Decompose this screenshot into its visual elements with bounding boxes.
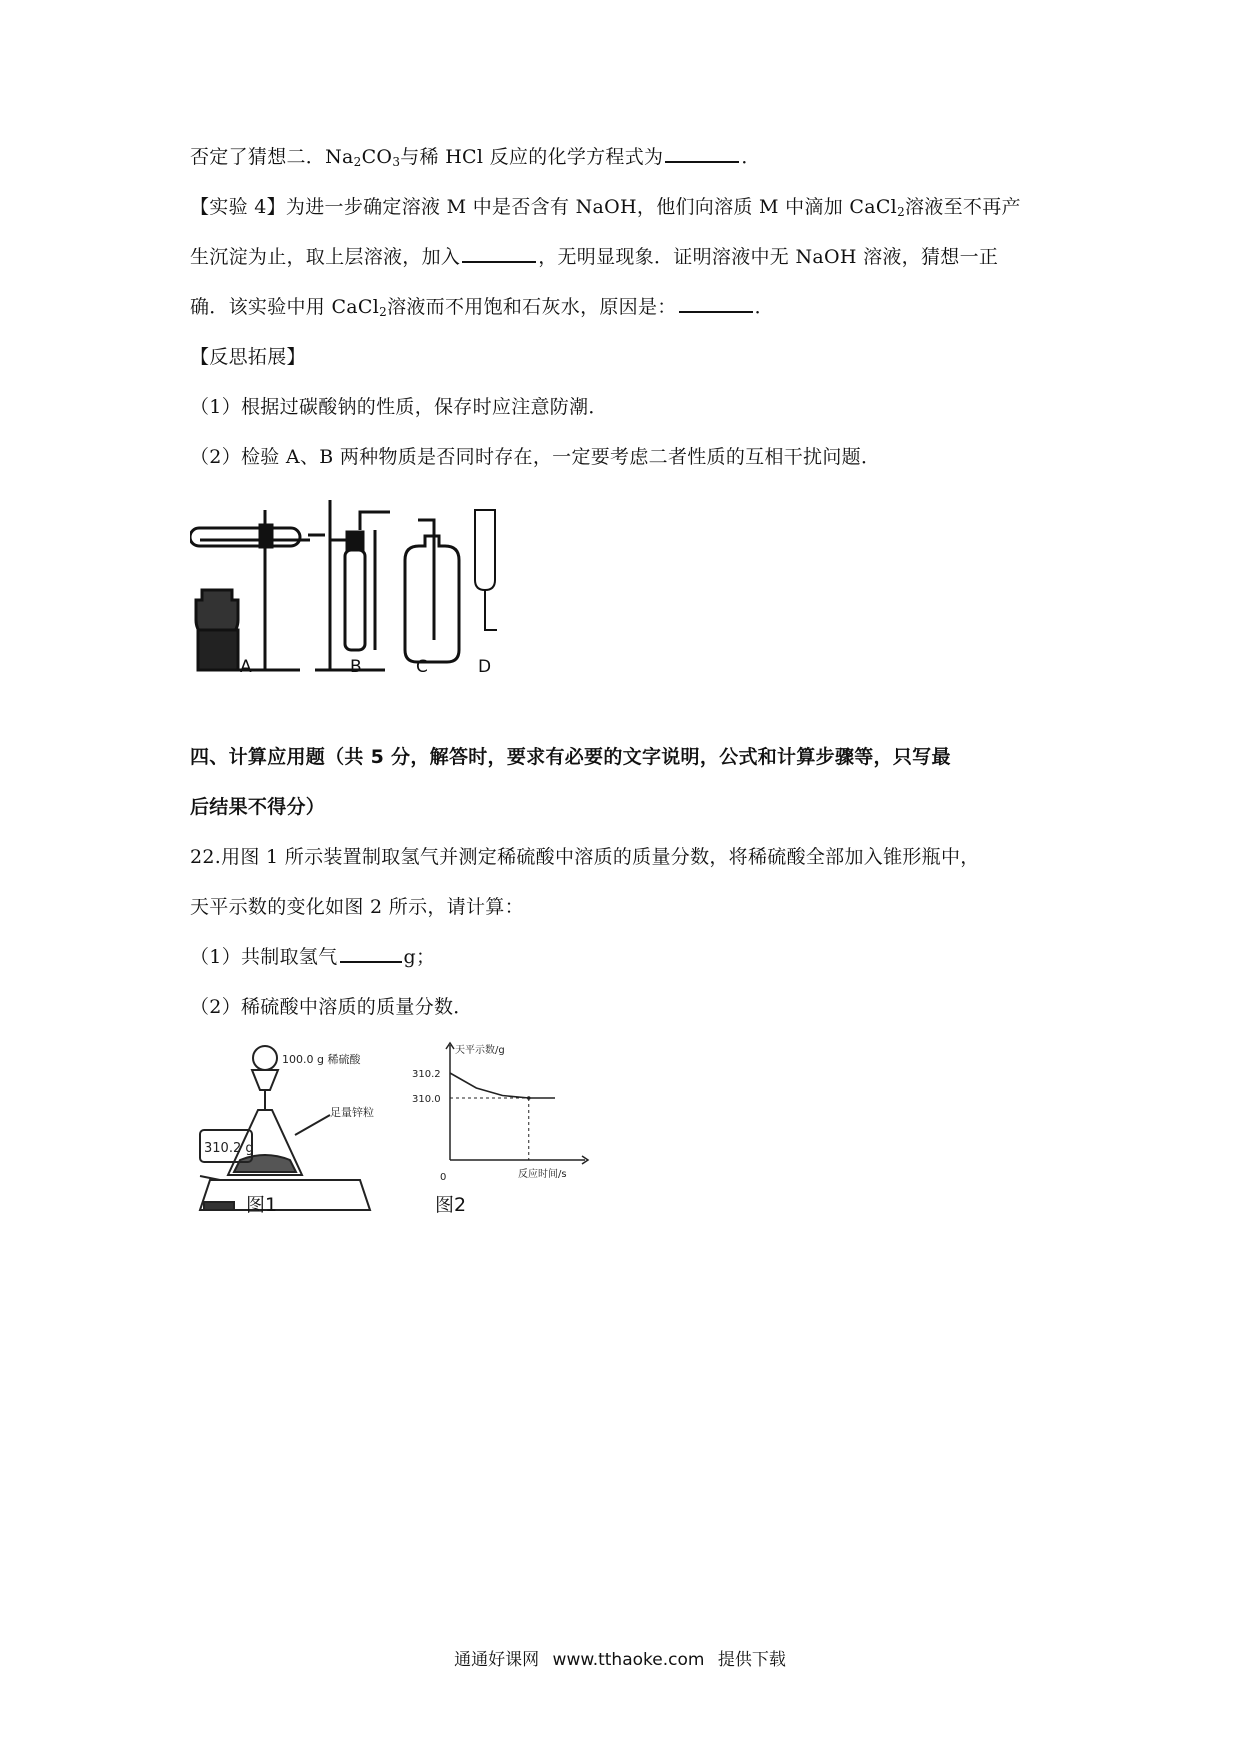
line3-pre: 生沉淀为止，取上层溶液，加入 bbox=[190, 246, 461, 268]
acid-label: 100.0 g 稀硫酸 bbox=[282, 1053, 361, 1066]
footer-suffix: 提供下载 bbox=[717, 1650, 786, 1670]
figure1 bbox=[190, 1040, 410, 1220]
apparatus-figure bbox=[190, 490, 570, 690]
series-line bbox=[450, 1073, 555, 1098]
figure2-tick-low: 310.0 bbox=[412, 1094, 441, 1105]
line1-post: 与稀 HCl 反应的化学方程式为 bbox=[400, 146, 664, 168]
line2-pre: 【实验 4】为进一步确定溶液 M 中是否含有 NaOH，他们向溶质 M 中滴加 CaCl bbox=[190, 196, 898, 218]
apparatus-b bbox=[315, 500, 390, 670]
line3-post: ，无明显现象．证明溶液中无 NaOH 溶液，猜想一正 bbox=[538, 246, 999, 268]
figure2 bbox=[400, 1035, 600, 1216]
figure2-tick-high: 310.2 bbox=[412, 1069, 441, 1080]
line2-post: 溶液至不再产 bbox=[905, 196, 1021, 218]
q22-line1: 22.用图 1 所示装置制取氢气并测定稀硫酸中溶质的质量分数，将稀硫酸全部加入锥形瓶中， bbox=[190, 846, 980, 868]
page-footer bbox=[0, 1645, 1240, 1670]
footer-site-name: 通通好课网 bbox=[454, 1650, 540, 1670]
apparatus-d bbox=[475, 510, 497, 630]
zinc-label: 足量锌粒 bbox=[330, 1106, 374, 1119]
line4-pre: 确．该实验中用 CaCl bbox=[190, 296, 380, 318]
section-heading-reflection: 【反思拓展】 bbox=[190, 346, 306, 368]
q22-line3-pre: （1）共制取氢气 bbox=[190, 946, 338, 968]
label-c: C bbox=[416, 657, 428, 677]
text-line-6: （1）根据过碳酸钠的性质，保存时应注意防潮． bbox=[190, 396, 608, 418]
balance-reading: 310.2 g bbox=[204, 1141, 254, 1156]
figure2-xlabel: 反应时间/s bbox=[518, 1169, 567, 1180]
label-a: A bbox=[240, 657, 252, 677]
line2-sub: 2 bbox=[897, 205, 905, 219]
answer-blank bbox=[665, 143, 739, 163]
answer-blank bbox=[679, 293, 753, 313]
section4-heading-line1: 四、计算应用题（共 5 分，解答时，要求有必要的文字说明，公式和计算步骤等，只写最 bbox=[190, 746, 951, 768]
apparatus-c bbox=[405, 520, 459, 662]
figure2-caption: 图2 bbox=[435, 1194, 467, 1216]
figure2-ylabel: 天平示数/g bbox=[455, 1045, 505, 1056]
figure1-caption: 图1 bbox=[246, 1194, 278, 1216]
answer-blank bbox=[462, 243, 536, 263]
figure2-chart bbox=[400, 1035, 600, 1185]
q22-line4: （2）稀硫酸中溶质的质量分数． bbox=[190, 996, 473, 1018]
footer-url[interactable]: www.tthaoke.com bbox=[552, 1650, 705, 1670]
q22-line2: 天平示数的变化如图 2 所示，请计算： bbox=[190, 896, 524, 918]
text-line-4 bbox=[190, 293, 774, 326]
text-line-7: （2）检验 A、B 两种物质是否同时存在，一定要考虑二者性质的互相干扰问题． bbox=[190, 446, 881, 468]
line1-sub1: 2 bbox=[353, 155, 362, 169]
data-point bbox=[527, 1096, 531, 1100]
label-d: D bbox=[478, 657, 492, 677]
section4-heading-line2: 后结果不得分） bbox=[190, 796, 326, 818]
answer-blank bbox=[340, 943, 402, 963]
line1-mid1: CO bbox=[361, 146, 393, 168]
text-line-1 bbox=[190, 143, 761, 176]
line4-post: 溶液而不用饱和石灰水，原因是： bbox=[387, 296, 677, 318]
line1-sub2: 3 bbox=[392, 155, 401, 169]
label-b: B bbox=[350, 657, 362, 677]
line1-pre: 否定了猜想二．Na bbox=[190, 146, 354, 168]
q22-line3-post: g； bbox=[403, 946, 436, 968]
figure2-origin: 0 bbox=[440, 1172, 447, 1183]
line4-end: ． bbox=[754, 296, 774, 318]
line4-sub: 2 bbox=[379, 305, 388, 319]
text-line-3 bbox=[190, 243, 998, 271]
line1-end: ． bbox=[741, 146, 761, 168]
q22-line3 bbox=[190, 943, 435, 971]
apparatus-a bbox=[190, 510, 325, 670]
text-line-2 bbox=[190, 193, 1021, 226]
